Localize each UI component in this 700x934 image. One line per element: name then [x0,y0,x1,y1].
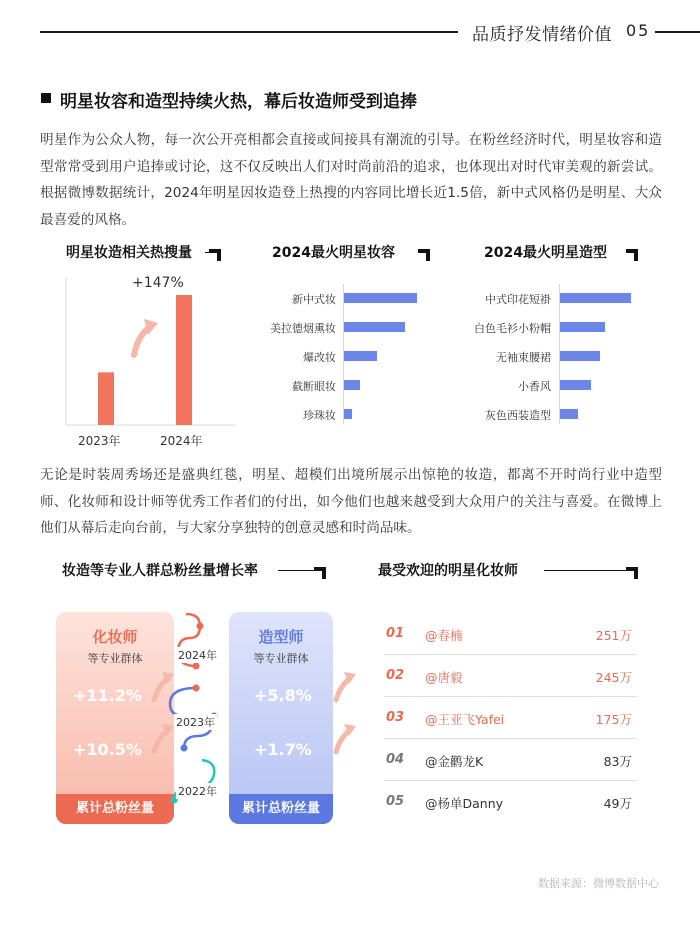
stylist-growth-2023: +1.7% [254,740,312,759]
bar-2024 [176,295,192,425]
corner-mark [209,249,221,261]
section-bullet [41,93,51,103]
makeup-card-footer: 累计总粉丝量 [56,794,174,824]
corner-mark [314,567,326,579]
bar-5 [344,409,352,419]
data-source: 数据来源：微博数据中心 [538,877,659,890]
bar-1 [344,293,417,303]
connector-dot [193,685,200,692]
rank-divider [384,654,637,655]
ranking-title: 最受欢迎的明星化妆师 [378,563,518,579]
chart-title-hot-search: 明星妆造相关热搜量 [66,245,192,261]
bar-label: 美拉德烟熏妆 [270,322,336,335]
bar-2023 [98,372,114,425]
chart-title-styling: 2024最火明星造型 [484,245,607,261]
bar-label: 中式印花短褂 [485,293,551,306]
rank-name: @王亚飞Yafei [425,712,505,727]
year-label-2023: 2023年 [176,716,215,729]
bar-4 [344,380,360,390]
bar-label: 小香风 [518,380,551,393]
header-title: 品质抒发情绪价值 [472,25,612,45]
rank-value: 175万 [595,712,632,727]
makeup-growth-2024: +11.2% [73,686,142,705]
bar-label: 无袖束腰裙 [496,351,551,364]
bar-label: 白色毛衫小粉帽 [474,322,551,335]
rank-value: 245万 [595,670,632,685]
connector-dot [193,663,200,670]
makeup-growth-2023: +10.5% [73,740,142,759]
page-number: 05 [626,21,651,40]
growth-annotation: +147% [132,275,184,291]
y-axis-line [343,284,344,424]
bar-4 [560,380,591,390]
bar-label: 爆改妆 [303,351,336,364]
rank-number: 01 [386,626,405,641]
bar-label: 珍珠妆 [303,409,336,422]
bar-2 [560,322,605,332]
ranking-title-rule [544,570,636,571]
corner-mark [626,567,638,579]
year-label-2022: 2022年 [178,785,217,798]
bar-1 [560,293,631,303]
rank-number: 02 [386,668,405,683]
bar-3 [560,351,600,361]
bar-label: 灰色西装造型 [485,409,551,422]
growth-connector [140,612,370,812]
growth-title: 妆造等专业人群总粉丝量增长率 [62,563,258,579]
rank-divider [384,738,637,739]
corner-mark [626,249,638,261]
rank-number: 04 [386,752,405,767]
rank-value: 49万 [603,796,632,811]
y-axis-line [559,284,560,424]
rank-name: @金鹳龙K [425,754,484,769]
corner-mark [418,249,430,261]
rank-divider [384,696,637,697]
rank-name: @杨单Danny [425,796,504,811]
stylist-card-footer: 累计总粉丝量 [229,794,333,824]
x-label-2024: 2024年 [160,434,203,448]
body-paragraph: 无论是时装周秀场还是盛典红毯，明星、超模们出境所展示出惊艳的妆造，都离不开时尚行业中造型师、化妆师和设计师等优秀工作者们的付出，如今他们也越来越受到大众用户的关注与喜爱。在微博上他们从幕后走向台前，与大家分享独特的创意灵感和时尚品味。 [40,467,662,536]
hot-search-chart [50,265,240,455]
rank-name: @春楠 [425,628,463,643]
bar-5 [560,409,578,419]
chart-title-makeup: 2024最火明星妆容 [272,245,395,261]
rank-value: 83万 [603,754,632,769]
intro-paragraph: 明星作为公众人物，每一次公开亮相都会直接或间接具有潮流的引导。在粉丝经济时代，明星妆容和造型常常受到用户追捧或讨论，这不仅反映出人们对时尚前沿的追求，也体现出对时代审美观的新尝试。根据微博数据统计，2024年明星因妆造登上热搜的内容同比增长近1.5倍，新中式风格仍是明星、大众最喜爱的风格。 [40,132,662,228]
bar-3 [344,351,377,361]
bar-2 [344,322,405,332]
bar-label: 新中式妆 [292,293,336,306]
x-label-2023: 2023年 [78,434,121,448]
header-rule-right [655,31,700,33]
connector-2023 [170,688,196,716]
rank-name: @唐毅 [425,670,463,685]
connector-dot [181,745,188,752]
stylist-card-subtitle: 等专业群体 [253,652,309,665]
rank-number: 03 [386,710,405,725]
year-label-2024: 2024年 [178,649,217,662]
rank-value: 251万 [595,628,632,643]
rank-divider [384,780,637,781]
section-title: 明星妆容和造型持续火热，幕后妆造师受到追捧 [60,92,417,112]
header-rule-left [40,31,458,33]
bar-label: 截断眼妆 [292,380,336,393]
makeup-card-title: 化妆师 [92,628,138,646]
connector-dot [197,623,204,630]
stylist-growth-2024: +5.8% [254,686,312,705]
makeup-card-subtitle: 等专业群体 [87,652,143,665]
rank-number: 05 [386,794,405,809]
stylist-card-title: 造型师 [258,628,304,646]
